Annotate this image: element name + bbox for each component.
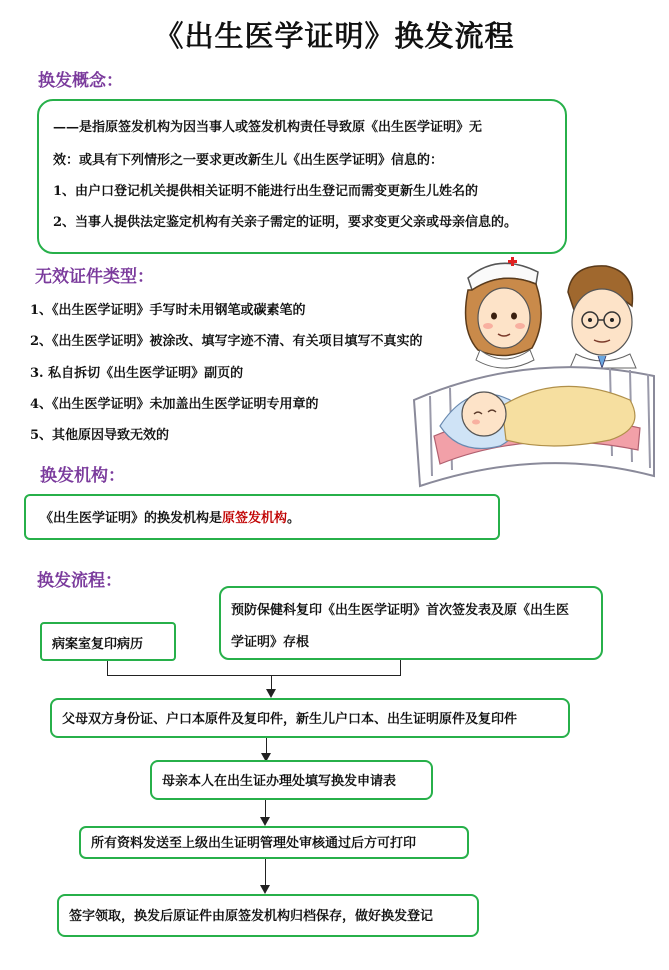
arrow-down-icon [260,817,270,826]
concept-item-2: 2、当事人提供法定鉴定机构有关亲子需定的证明，要求变更父亲或母亲信息的。 [53,215,518,230]
institution-text-prefix: 《出生医学证明》的换发机构是 [40,511,223,526]
institution-highlight: 原签发机构 [222,511,288,526]
connector-step-4-5 [265,859,266,885]
institution-heading: 换发机构： [40,466,125,486]
arrow-down-icon [260,885,270,894]
concept-line-1: ——是指原签发机构为因当事人或签发机构责任导致原《出生医学证明》无 [53,120,483,135]
process-step-right-line-1: 预防保健科复印《出生医学证明》首次签发表及原《出生医 [231,603,570,618]
concept-line-2: 效：或具有下列情形之一要求更改新生儿《出生医学证明》信息的： [53,153,444,168]
concept-heading: 换发概念： [38,71,123,91]
process-step-3-text: 母亲本人在出生证办理处填写换发申请表 [162,774,397,789]
process-step-documents [50,698,570,738]
connector-left-down [107,661,108,675]
process-step-sign-receive [57,894,479,937]
connector-step-2-3 [266,738,267,753]
page-title: 《出生医学证明》换发流程 [154,19,515,53]
invalid-item-3: 3. 私自拆切《出生医学证明》副页的 [30,366,244,381]
process-step-copy-medical-record [40,622,176,661]
connector-step-3-4 [265,800,266,817]
institution-text [40,510,300,527]
process-step-review [79,826,469,859]
process-step-left-text: 病案室复印病历 [52,637,144,652]
invalid-item-2: 2、《出生医学证明》被涂改、填写字迹不清、有关项目填写不真实的 [30,334,423,349]
process-step-copy-certificate [219,586,603,660]
institution-text-suffix: 。 [287,511,301,526]
connector-merge-line [107,675,401,676]
process-step-5-text: 签字领取，换发后原证件由原签发机构归档保存，做好换发登记 [69,909,434,924]
arrow-down-icon [266,689,276,698]
concept-box [37,99,567,254]
invalid-item-5: 5、其他原因导致无效的 [30,428,170,443]
institution-box [24,494,500,540]
invalid-item-4: 4、《出生医学证明》未加盖出生医学证明专用章的 [30,397,319,412]
process-step-4-text: 所有资料发送至上级出生证明管理处审核通过后方可打印 [91,836,417,851]
process-step-2-text: 父母双方身份证、户口本原件及复印件，新生儿户口本、出生证明原件及复印件 [62,712,518,727]
invalid-heading: 无效证件类型： [35,267,154,287]
connector-merge-down [271,675,272,689]
process-step-application-form [150,760,433,800]
concept-item-1: 1、由户口登记机关提供相关证明不能进行出生登记而需变更新生儿姓名的 [53,184,479,199]
invalid-item-1: 1、《出生医学证明》手写时未用钢笔或碳素笔的 [30,303,306,318]
nurse-doctor-baby-illustration [410,250,660,490]
connector-right-down [400,660,401,675]
process-step-right-line-2: 学证明》存根 [231,635,310,650]
process-heading: 换发流程： [37,571,122,591]
